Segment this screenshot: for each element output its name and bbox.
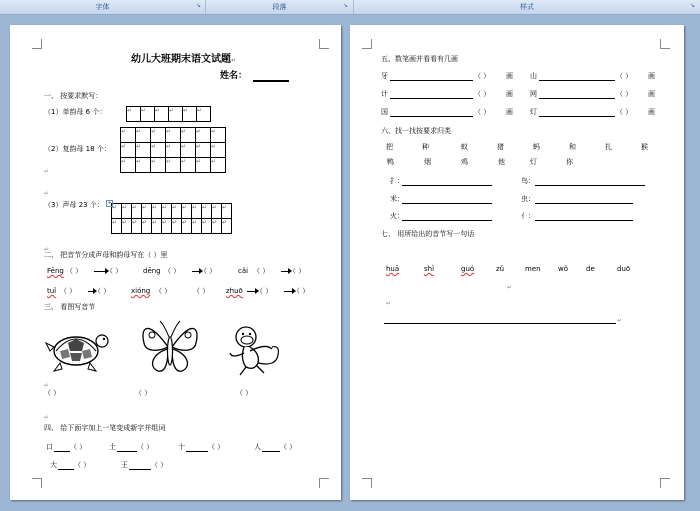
paren-blank[interactable]: （ ） [164, 267, 181, 275]
section-6-heading: 六、找一找按要求归类 [381, 127, 451, 135]
stroke-blank[interactable] [539, 98, 615, 99]
ribbon-bar [0, 0, 700, 15]
paren-blank[interactable]: （ ） [616, 108, 633, 116]
stroke-char: 国 [381, 108, 388, 116]
char-da: 大 [50, 461, 57, 469]
paren-blank[interactable]: （ ） [280, 443, 297, 451]
crop-mark [32, 39, 42, 49]
q2-label: （2）复韵母 18 个： [44, 145, 111, 153]
stroke-unit: 画 [648, 72, 655, 80]
stroke-unit: 画 [506, 108, 513, 116]
char-blank[interactable] [186, 451, 208, 452]
paren-blank[interactable]: （ ） [289, 267, 306, 275]
syllable-xiong: xióng [131, 287, 151, 295]
crop-mark [32, 478, 42, 488]
sentence-answer-line[interactable] [384, 323, 616, 324]
exam-title: 幼儿大班期末语文试题↵ [131, 54, 237, 65]
paragraph-dialog-launcher-icon[interactable]: ↘ [343, 2, 349, 9]
sort-char: 把 [386, 143, 393, 151]
category-label: 火： [390, 212, 404, 220]
document-page-1[interactable]: 幼儿大班期末语文试题↵ 姓名： 一、 按要求默写： （1）单韵母 6 个： ↵ ↵ ↵ ↵ ↵ ↵ ↵ ↵ ↵ ↵ ↵ ↵ ↵ ↵ ↵ ↵ ↵ ↵ ↵ ↵ ↵ ↵ ↵ ↵ ↵ ↵ ↵ （2）复韵母 18 个： ↵ ↵ （3）声母 23 个： ↵ ↵ ↵ ↵ ↵ ↵ ↵ ↵ ↵ ↵ ↵ ↵ ↵ ↵ ↵ ↵ ↵ ↵ ↵ ↵ ↵ ↵ ↵ ↵ + ↵ 二、 把音节分成声母和韵母写在（ ）里 Fēng （ ） （ ） dēng （ ） （ ） cǎi （ ） （ ） tuǐ （ ） （ ） xióng （ ） （ ） zhuō （ ） （ ） 三、 看图写音节 ↵ （ ） （ ） （ ） ↵ 四、 给下面字加上一笔变成新字并组词 口 （ ） 土 （ ） 十 （ ） 人 （ ） 大 （ ） 王 （ ） [10, 25, 341, 500]
category-blank[interactable] [535, 203, 633, 204]
paren-blank[interactable]: （ ） [137, 443, 154, 451]
paren-blank[interactable]: （ ） [60, 287, 77, 295]
section-4-heading: 四、 给下面字加上一笔变成新字并组词 [44, 424, 166, 432]
paren-blank[interactable]: （ ） [253, 267, 270, 275]
turtle-picture [42, 321, 114, 381]
document-page-2[interactable]: 五、数笔画并看看有几画 牙 （ ） 画 山 （ ） 画 计 （ ） 画 网 （ ） 画 国 （ ） 画 灯 （ ） 画 六、找一找按要求归类 把 种 蚁 猪 蚂 和 扎 猴 鸭 烟 鸡 他 灯 你 扌： 鸟： 米： 虫： 火： 亻： 七、 用所给出的音节写一句话 huā shì guó zǔ men wǒ de duō ↵ ↵ ↵ [350, 25, 684, 500]
category-label: 亻： [521, 212, 535, 220]
section-1-heading: 一、 按要求默写： [44, 92, 103, 100]
section-5-heading: 五、数笔画并看看有几画 [381, 55, 458, 63]
section-3-heading: 三、 看图写音节 [44, 303, 96, 311]
stroke-char: 计 [381, 90, 388, 98]
category-blank[interactable] [402, 203, 492, 204]
char-blank[interactable] [117, 451, 137, 452]
given-syllable: wǒ [558, 265, 569, 273]
sort-char: 种 [422, 143, 429, 151]
initials-grid[interactable]: ↵ ↵ ↵ ↵ ↵ ↵ ↵ ↵ ↵ ↵ ↵ ↵ ↵ ↵ ↵ ↵ ↵ ↵ ↵ ↵ ↵ ↵ ↵ ↵ [111, 203, 232, 234]
stroke-char: 灯 [530, 108, 537, 116]
stroke-char: 山 [530, 72, 537, 80]
sort-char: 灯 [530, 158, 537, 166]
picture-answer-1[interactable]: （ ） [44, 389, 61, 397]
char-shi: 十 [178, 443, 185, 451]
stroke-unit: 画 [648, 108, 655, 116]
ribbon-group-styles[interactable]: 样式 [520, 3, 534, 11]
section-2-heading: 二、 把音节分成声母和韵母写在（ ）里 [44, 251, 168, 259]
sort-char: 猪 [497, 143, 504, 151]
given-syllable: guó [461, 265, 475, 273]
syllable-deng: dēng [143, 267, 161, 275]
paren-blank[interactable]: （ ） [155, 287, 172, 295]
sort-char: 扎 [605, 143, 612, 151]
stroke-char: 网 [530, 90, 537, 98]
ribbon-group-font[interactable]: 字体 [0, 0, 206, 14]
arrow-icon [94, 271, 106, 272]
stroke-blank[interactable] [390, 116, 473, 117]
given-syllable: men [525, 265, 541, 273]
sort-char: 你 [566, 158, 573, 166]
char-blank[interactable] [262, 451, 280, 452]
crop-mark [319, 39, 329, 49]
crop-mark [362, 39, 372, 49]
sort-char: 鸡 [461, 158, 468, 166]
sort-char: 猴 [641, 143, 648, 151]
paren-blank[interactable]: （ ） [474, 90, 491, 98]
paren-blank[interactable]: （ ） [200, 267, 217, 275]
category-label: 扌： [390, 177, 404, 185]
crop-mark [319, 478, 329, 488]
stroke-blank[interactable] [539, 116, 615, 117]
char-ren: 人 [254, 443, 261, 451]
category-blank[interactable] [535, 185, 645, 186]
stroke-char: 牙 [381, 72, 388, 80]
stroke-unit: 画 [506, 72, 513, 80]
paren-blank[interactable]: （ ） [106, 267, 123, 275]
paren-blank[interactable]: （ ） [94, 287, 111, 295]
butterfly-picture [138, 317, 202, 377]
category-label: 米： [390, 195, 404, 203]
given-syllable: huā [386, 265, 400, 273]
arrow-icon [192, 271, 200, 272]
sort-char: 他 [498, 158, 505, 166]
stroke-blank[interactable] [390, 80, 473, 81]
given-syllable: duō [617, 265, 631, 273]
q3-label: （3）声母 23 个： [44, 201, 104, 209]
char-wang: 王 [121, 461, 128, 469]
picture-answer-2[interactable]: （ ） [135, 389, 152, 397]
paren-blank[interactable]: （ ） [70, 443, 87, 451]
char-blank[interactable] [129, 469, 151, 470]
stroke-blank[interactable] [539, 80, 615, 81]
stroke-unit: 画 [506, 90, 513, 98]
monkey-picture [220, 319, 288, 377]
paren-blank[interactable]: （ ） [616, 72, 633, 80]
name-blank[interactable] [253, 80, 289, 82]
paren-blank[interactable]: （ ） [616, 90, 633, 98]
category-blank[interactable] [535, 220, 633, 221]
crop-mark [362, 478, 372, 488]
syllable-cai: cǎi [238, 267, 249, 275]
given-syllable: shì [424, 265, 435, 273]
paren-blank[interactable]: （ ） [193, 287, 210, 295]
sort-char: 和 [569, 143, 576, 151]
ribbon-group-paragraph[interactable]: 段落 [206, 0, 354, 14]
arrow-icon [284, 291, 293, 292]
picture-answer-3[interactable]: （ ） [236, 389, 253, 397]
single-vowel-grid[interactable]: ↵ ↵ ↵ ↵ ↵ ↵ [126, 106, 211, 122]
sort-char: 烟 [424, 158, 431, 166]
sort-char: 蚂 [533, 143, 540, 151]
paren-blank[interactable]: （ ） [293, 287, 310, 295]
category-label: 鸟： [521, 177, 535, 185]
syllable-feng: Fēng [47, 267, 64, 275]
styles-dialog-launcher-icon[interactable]: ↘ [690, 2, 696, 9]
paren-blank[interactable]: （ ） [474, 72, 491, 80]
sort-char: 蚁 [461, 143, 468, 151]
crop-mark [660, 478, 670, 488]
paren-blank[interactable]: （ ） [74, 461, 91, 469]
stroke-blank[interactable] [390, 98, 473, 99]
paren-blank[interactable]: （ ） [474, 108, 491, 116]
name-label: 姓名： [220, 71, 248, 81]
category-blank[interactable] [402, 220, 492, 221]
char-blank[interactable] [58, 469, 74, 470]
font-dialog-launcher-icon[interactable]: ↘ [196, 2, 202, 9]
char-tu: 土 [109, 443, 116, 451]
crop-mark [660, 39, 670, 49]
category-blank[interactable] [402, 185, 492, 186]
paren-blank[interactable]: （ ） [256, 287, 273, 295]
arrow-icon [247, 291, 256, 292]
section-7-heading: 七、 用所给出的音节写一句话 [381, 230, 475, 238]
char-blank[interactable] [54, 451, 70, 452]
table-move-handle-icon[interactable]: + [107, 200, 112, 206]
char-kou: 口 [46, 443, 53, 451]
paren-blank[interactable]: （ ） [208, 443, 225, 451]
syllable-zhuo: zhuō [226, 287, 243, 295]
given-syllable: zǔ [496, 265, 505, 273]
arrow-icon [281, 271, 289, 272]
sort-char: 鸭 [387, 158, 394, 166]
compound-vowel-grid[interactable]: ↵ ↵ ↵ ↵ ↵ ↵ ↵ ↵ ↵ ↵ ↵ ↵ ↵ ↵ ↵ ↵ ↵ ↵ ↵ ↵ ↵ [120, 127, 226, 173]
given-syllable: de [586, 265, 595, 273]
category-label: 虫： [521, 195, 535, 203]
stroke-unit: 画 [648, 90, 655, 98]
paren-blank[interactable]: （ ） [66, 267, 83, 275]
paren-blank[interactable]: （ ） [151, 461, 168, 469]
q1-label: （1）单韵母 6 个： [44, 108, 107, 116]
syllable-tui: tuǐ [47, 287, 57, 295]
